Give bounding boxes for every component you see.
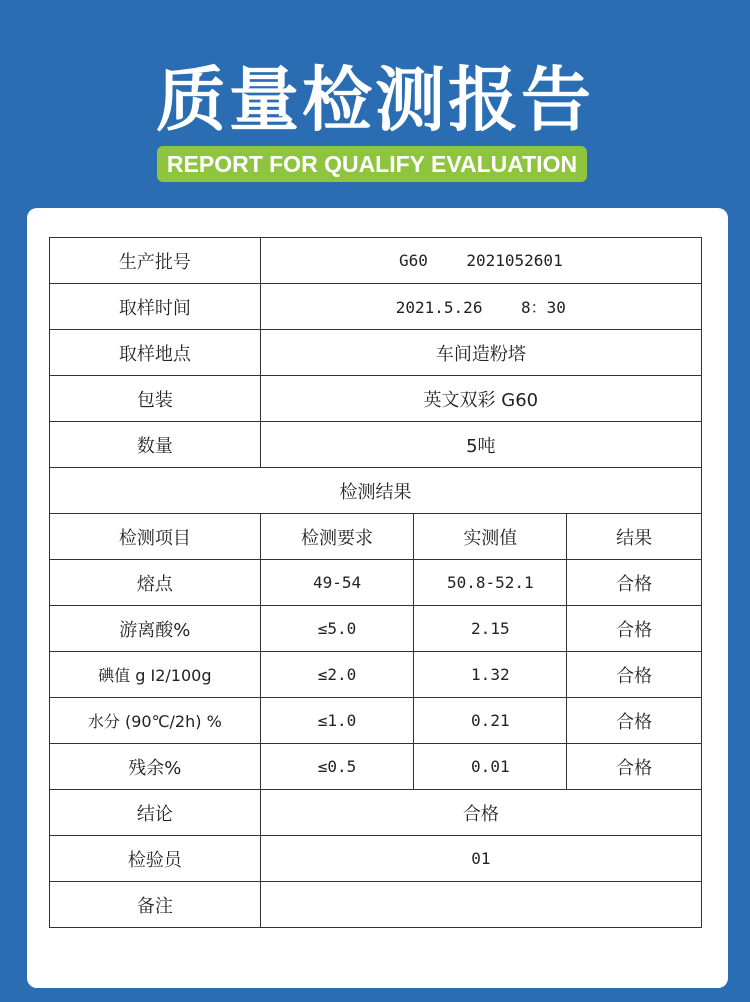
report-table bbox=[49, 237, 702, 928]
test-item: 游离酸% bbox=[50, 606, 261, 652]
row-label: 结论 bbox=[50, 790, 261, 836]
remarks-value bbox=[260, 882, 701, 928]
sampling-location-value: 车间造粉塔 bbox=[260, 330, 701, 376]
test-result: 合格 bbox=[567, 698, 702, 744]
test-item: 残余% bbox=[50, 744, 261, 790]
test-requirement: 49-54 bbox=[260, 560, 414, 606]
test-item: 水分 (90℃/2h) % bbox=[50, 698, 261, 744]
quantity-value: 5吨 bbox=[260, 422, 701, 468]
results-section-title: 检测结果 bbox=[50, 468, 702, 514]
conclusion-value: 合格 bbox=[260, 790, 701, 836]
table-row bbox=[50, 790, 702, 836]
test-result: 合格 bbox=[567, 652, 702, 698]
batch-number-value: G60 2021052601 bbox=[260, 238, 701, 284]
test-item: 碘值 g I2/100g bbox=[50, 652, 261, 698]
table-row bbox=[50, 836, 702, 882]
table-row bbox=[50, 698, 702, 744]
row-label: 数量 bbox=[50, 422, 261, 468]
test-result: 合格 bbox=[567, 560, 702, 606]
test-result: 合格 bbox=[567, 606, 702, 652]
table-row bbox=[50, 422, 702, 468]
packaging-value: 英文双彩 G60 bbox=[260, 376, 701, 422]
table-row bbox=[50, 882, 702, 928]
table-row bbox=[50, 606, 702, 652]
measured-value: 0.21 bbox=[414, 698, 567, 744]
table-row bbox=[50, 744, 702, 790]
column-header: 检测项目 bbox=[50, 514, 261, 560]
inspector-value: 01 bbox=[260, 836, 701, 882]
row-label: 取样地点 bbox=[50, 330, 261, 376]
test-result: 合格 bbox=[567, 744, 702, 790]
column-header: 实测值 bbox=[414, 514, 567, 560]
sampling-time-value: 2021.5.26 8：30 bbox=[260, 284, 701, 330]
measured-value: 1.32 bbox=[414, 652, 567, 698]
report-title: 质量检测报告 bbox=[156, 59, 594, 141]
column-header: 检测要求 bbox=[260, 514, 414, 560]
test-item: 熔点 bbox=[50, 560, 261, 606]
test-requirement: ≤5.0 bbox=[260, 606, 414, 652]
measured-value: 50.8-52.1 bbox=[414, 560, 567, 606]
row-label: 生产批号 bbox=[50, 238, 261, 284]
column-header: 结果 bbox=[567, 514, 702, 560]
table-row bbox=[50, 376, 702, 422]
report-card bbox=[27, 208, 728, 988]
test-requirement: ≤2.0 bbox=[260, 652, 414, 698]
table-row bbox=[50, 560, 702, 606]
row-label: 备注 bbox=[50, 882, 261, 928]
table-row bbox=[50, 284, 702, 330]
report-subtitle-badge: REPORT FOR QUALIFY EVALUATION bbox=[157, 146, 587, 182]
row-label: 取样时间 bbox=[50, 284, 261, 330]
test-requirement: ≤0.5 bbox=[260, 744, 414, 790]
measured-value: 0.01 bbox=[414, 744, 567, 790]
table-row bbox=[50, 652, 702, 698]
row-label: 检验员 bbox=[50, 836, 261, 882]
table-row bbox=[50, 468, 702, 514]
test-requirement: ≤1.0 bbox=[260, 698, 414, 744]
row-label: 包装 bbox=[50, 376, 261, 422]
measured-value: 2.15 bbox=[414, 606, 567, 652]
table-row bbox=[50, 330, 702, 376]
table-row bbox=[50, 238, 702, 284]
table-header-row bbox=[50, 514, 702, 560]
